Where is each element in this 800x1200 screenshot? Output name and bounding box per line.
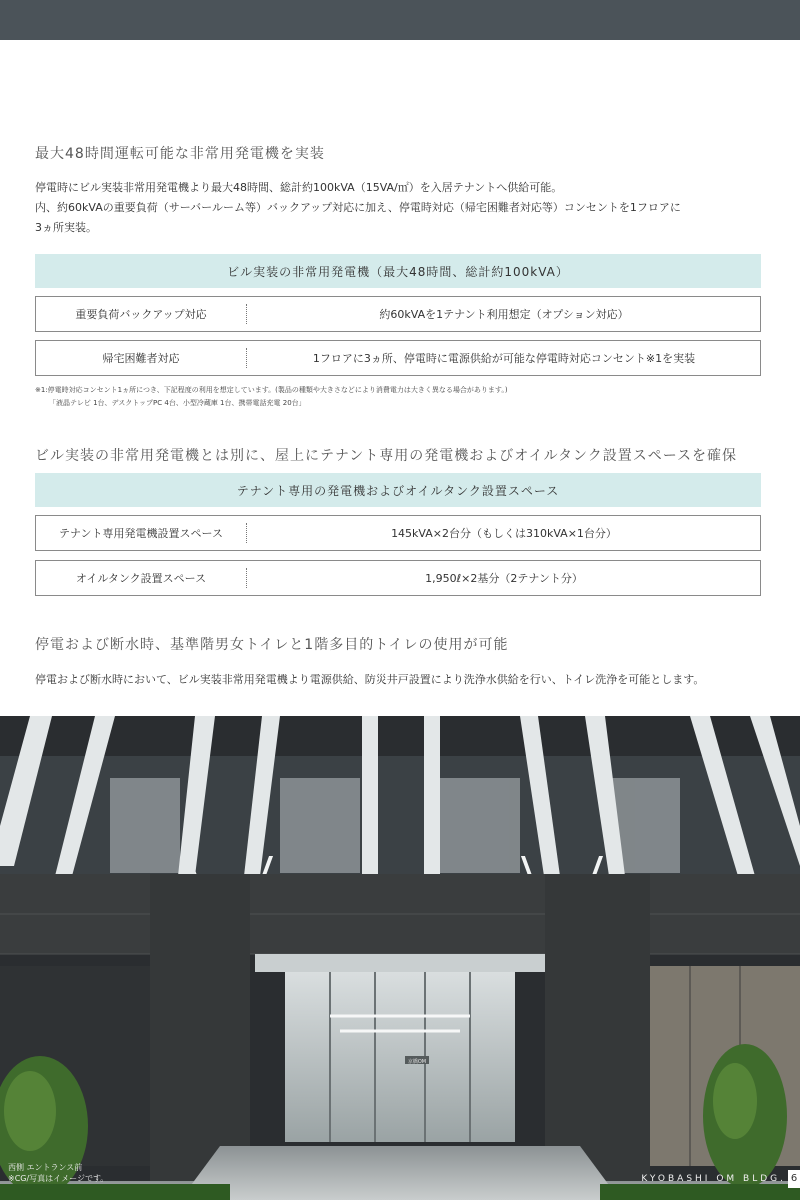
row-label: テナント専用発電機設置スペース bbox=[59, 527, 223, 540]
building-sign: 京橋OM bbox=[407, 1059, 427, 1065]
row-value: 1フロアに3ヵ所、停電時に電源供給が可能な停電時対応コンセント※1を実装 bbox=[312, 352, 696, 365]
building-entrance-photo bbox=[0, 716, 800, 1200]
section2-heading: ビル実装の非常用発電機とは別に、屋上にテナント専用の発電機およびオイルタンク設置スペースを確保 bbox=[35, 448, 738, 464]
section3-description: 停電および断水時において、ビル実装非常用発電機より電源供給、防災井戸設置により洗浄水供給を行い、トイレ洗浄を可能とします。 bbox=[35, 673, 705, 686]
section1-table-title: ビル実装の非常用発電機（最大48時間、総計約100kVA） bbox=[35, 254, 761, 288]
section3-heading: 停電および断水時、基準階男女トイレと1階多目的トイレの使用が可能 bbox=[35, 637, 509, 653]
section2-table-title: テナント専用の発電機およびオイルタンク設置スペース bbox=[35, 473, 761, 507]
photo-caption bbox=[8, 1162, 108, 1184]
footnote bbox=[35, 384, 508, 410]
section1-heading: 最大48時間運転可能な非常用発電機を実装 bbox=[35, 146, 325, 162]
section1-line-3: 3ヵ所実装。 bbox=[35, 221, 97, 234]
footnote-line-2: 「液晶テレビ 1台、デスクトップPC 4台、小型冷蔵庫 1台、携帯電話充電 20台」 bbox=[49, 399, 306, 407]
row-label: 帰宅困難者対応 bbox=[102, 352, 180, 365]
caption-line-2: ※CG/写真はイメージです。 bbox=[8, 1174, 109, 1183]
top-bar bbox=[0, 0, 800, 40]
section1-line-1: 停電時にビル実装非常用発電機より最大48時間、総計約100kVA（15VA/㎡）を入居テナントへ供給可能。 bbox=[35, 181, 563, 194]
building-brand: KYOBASHI OM BLDG. bbox=[641, 1174, 786, 1184]
row-value: 約60kVAを1テナント利用想定（オプション対応） bbox=[379, 308, 629, 321]
section1-line-2: 内、約60kVAの重要負荷（サーバールーム等）バックアップ対応に加え、停電時対応（帰宅困難者対応等）コンセントを1フロアに bbox=[35, 201, 681, 214]
table-row bbox=[35, 560, 761, 596]
page-number: 6 bbox=[788, 1170, 800, 1188]
row-value: 145kVA×2台分（もしくは310kVA×1台分） bbox=[391, 527, 617, 540]
caption-line-1: 西側 エントランス前 bbox=[8, 1163, 83, 1172]
row-label: 重要負荷バックアップ対応 bbox=[75, 308, 207, 321]
footnote-line-1: ※1:停電時対応コンセント1ヵ所につき、下記程度の利用を想定しています。(製品の種類や大きさなどにより消費電力は大きく異なる場合があります。) bbox=[35, 386, 508, 394]
table-row bbox=[35, 515, 761, 551]
table-row bbox=[35, 296, 761, 332]
building-illustration bbox=[0, 716, 800, 1200]
row-label: オイルタンク設置スペース bbox=[75, 572, 207, 585]
section1-description bbox=[35, 178, 775, 238]
row-value: 1,950ℓ×2基分（2テナント分） bbox=[425, 572, 583, 585]
table-row bbox=[35, 340, 761, 376]
